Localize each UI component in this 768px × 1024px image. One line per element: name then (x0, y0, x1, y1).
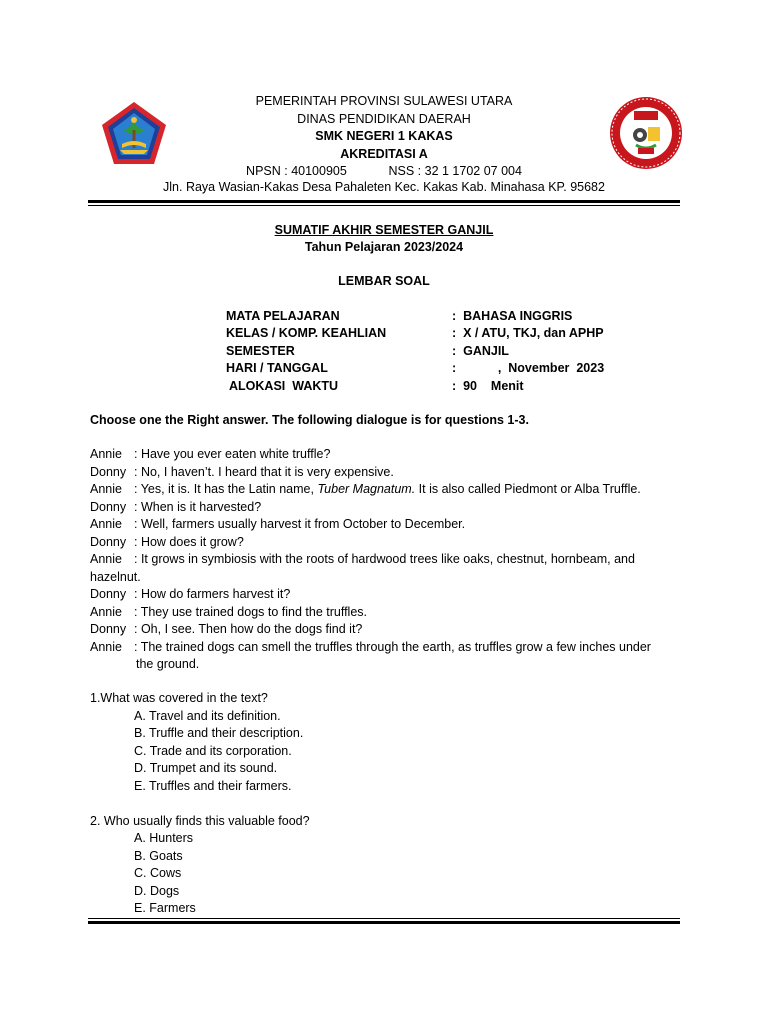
info-row (226, 360, 626, 377)
department-line: DINAS PENDIDIKAN DAERAH (297, 111, 471, 126)
answer-option: A. Travel and its definition. (134, 708, 281, 723)
question-text: 1.What was covered in the text? (90, 691, 268, 705)
info-label: KELAS / KOMP. KEAHLIAN (226, 326, 387, 341)
answer-option: C. Cows (134, 866, 182, 880)
info-label: MATA PELAJARAN (226, 309, 340, 323)
dialogue-line (90, 639, 680, 657)
answer-option: B. Truffle and their description. (134, 726, 304, 740)
header-divider-thick (88, 200, 680, 203)
answer-option: D. Dogs (134, 883, 180, 898)
info-row (226, 343, 626, 360)
speaker: Donny (90, 587, 127, 601)
answer-option: D. Trumpet and its sound. (134, 761, 278, 775)
info-label: HARI / TANGGAL (226, 361, 328, 376)
exam-title: SUMATIF AKHIR SEMESTER GANJIL (274, 223, 494, 237)
speaker: Annie (90, 604, 122, 619)
footer-divider-thick (88, 921, 680, 924)
dialogue-line (90, 499, 680, 517)
speaker: Annie (90, 552, 122, 566)
dialogue-line (90, 446, 680, 464)
info-label: ALOKASI WAKTU (226, 378, 339, 393)
utterance: : How do farmers harvest it? (134, 587, 291, 601)
utterance: : How does it grow? (134, 534, 244, 549)
info-label: SEMESTER (226, 343, 295, 358)
answer-option: A. Hunters (134, 831, 194, 845)
answer-option: E. Farmers (134, 901, 196, 915)
utterance: : Well, farmers usually harvest it from October to December. (134, 517, 466, 531)
info-value: : X / ATU, TKJ, dan APHP (452, 326, 604, 341)
info-value: : , November 2023 (452, 361, 605, 376)
utterance: : Oh, I see. Then how do the dogs find it? (134, 622, 363, 636)
dialogue-line (90, 604, 680, 622)
speaker: Annie (90, 482, 122, 496)
utterance: : It grows in symbiosis with the roots of hardwood trees like oaks, chestnut, hornbeam, and (134, 552, 635, 566)
info-value: : 90 Menit (452, 378, 524, 393)
dialogue-line (90, 551, 680, 569)
answer-option: E. Truffles and their farmers. (134, 778, 292, 793)
questions (90, 690, 680, 935)
speaker: Donny (90, 534, 127, 549)
info-row (226, 325, 626, 342)
question-text: 2. Who usually finds this valuable food? (90, 813, 310, 828)
answer-option: C. Trade and its corporation. (134, 743, 292, 758)
utterance: : They use trained dogs to find the truffles. (134, 604, 368, 619)
dialogue-line (90, 464, 680, 482)
dialogue-line (90, 586, 680, 604)
question-2 (90, 813, 680, 918)
dialogue-line (90, 621, 680, 639)
speaker: Donny (90, 464, 127, 479)
letterhead (140, 93, 628, 181)
instruction: Choose one the Right answer. The following dialogue is for questions 1-3. (90, 413, 529, 427)
dialogue-continuation: hazelnut. (90, 569, 141, 584)
info-value: : BAHASA INGGRIS (452, 309, 573, 323)
info-row (226, 308, 626, 325)
npsn: NPSN : 40100905 (246, 164, 347, 179)
nss: NSS : 32 1 1702 07 004 (388, 164, 522, 179)
school-name: SMK NEGERI 1 KAKAS (315, 129, 453, 144)
latin-name: Tuber Magnatum. (317, 482, 416, 496)
speaker: Annie (90, 517, 122, 531)
government-line: PEMERINTAH PROVINSI SULAWESI UTARA (255, 94, 513, 108)
exam-title-block (180, 222, 588, 256)
header-divider-thin (88, 205, 680, 206)
utterance: : Have you ever eaten white truffle? (134, 447, 331, 461)
academic-year: Tahun Pelajaran 2023/2024 (304, 240, 464, 254)
school-ids (140, 163, 628, 181)
speaker: Donny (90, 622, 127, 636)
utterance: : The trained dogs can smell the truffles through the earth, as truffles grow a few inches under (134, 639, 651, 654)
accreditation: AKREDITASI A (340, 146, 428, 161)
dialogue-continuation: the ground. (136, 657, 200, 671)
utterance: : When is it harvested? (134, 499, 262, 514)
info-value: : GANJIL (452, 343, 509, 358)
dialogue (90, 446, 680, 674)
dialogue-line (90, 516, 680, 534)
footer-divider-thin (88, 918, 680, 919)
school-address: Jln. Raya Wasian-Kakas Desa Pahaleten Kec. Kakas Kab. Minahasa KP. 95682 (163, 180, 605, 194)
exam-info-table (226, 308, 626, 395)
question-1 (90, 690, 680, 795)
info-row (226, 378, 626, 395)
speaker: Annie (90, 447, 122, 461)
utterance-part: It is also called Piedmont or Alba Truffle. (415, 482, 641, 496)
dialogue-line (90, 534, 680, 552)
speaker: Annie (90, 639, 122, 654)
dialogue-line (90, 481, 680, 499)
utterance: : No, I haven’t. I heard that it is very expensive. (134, 464, 394, 479)
answer-option: B. Goats (134, 848, 183, 863)
sheet-title: LEMBAR SOAL (338, 274, 430, 288)
speaker: Donny (90, 499, 127, 514)
utterance-part: : Yes, it is. It has the Latin name, (134, 482, 318, 496)
